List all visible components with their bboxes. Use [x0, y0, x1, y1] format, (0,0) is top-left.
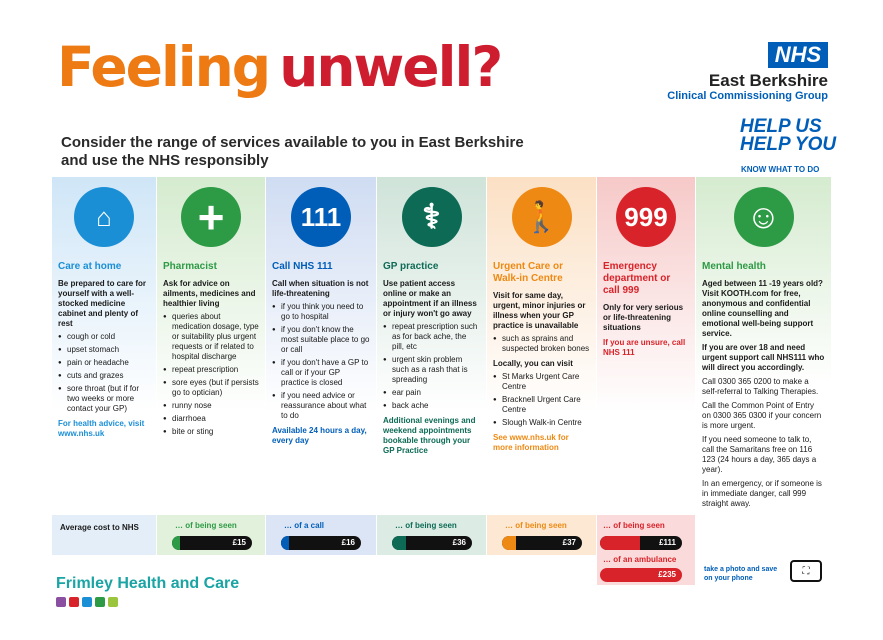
- average-cost-label: Average cost to NHS: [60, 523, 139, 532]
- item-list: [163, 312, 259, 437]
- column-note: Additional evenings and weekend appointments bookable through your GP Practice: [383, 416, 476, 455]
- head-icon: ☺: [734, 187, 794, 247]
- partner-icons: [56, 597, 118, 607]
- list-item: ● queries about medication dosage, type or suitability plus urgent requests or if related to hospital discharge: [163, 312, 259, 362]
- walking-person-icon: 🚶: [512, 187, 572, 247]
- cost-strip-urgent-care: [487, 515, 596, 555]
- list-item: ● ear pain: [383, 388, 480, 398]
- stethoscope-icon: ⚕: [402, 187, 462, 247]
- list-item: ● if you don't have a GP to call or if your GP practice is closed: [272, 358, 370, 388]
- list-item: ● Slough Walk-in Centre: [493, 418, 590, 428]
- list-item: ● repeat prescription such as for back ache, the pill, etc: [383, 322, 480, 352]
- know-what-to-do: KNOW WHAT TO DO: [741, 165, 820, 174]
- partner-icon: [108, 597, 118, 607]
- partner-icon: [69, 597, 79, 607]
- column-title: Call NHS 111: [272, 261, 333, 272]
- cost-caption: … of a call: [284, 521, 325, 530]
- list-item: ● Bracknell Urgent Care Centre: [493, 395, 590, 415]
- column-note: For health advice, visit www.nhs.uk: [58, 419, 145, 438]
- org-subtitle: Clinical Commissioning Group: [667, 90, 828, 102]
- help-us-logo: [740, 118, 836, 154]
- column-note: Locally, you can visit: [493, 359, 573, 368]
- column-intro: Call when situation is not life-threatening: [272, 279, 369, 298]
- phone-camera-icon: ⛶: [790, 560, 822, 582]
- column-intro: Only for very serious or life-threatening situations: [603, 303, 684, 332]
- column-intro: Be prepared to care for yourself with a well-stocked medicine cabinet and plenty of rest: [58, 279, 147, 328]
- column-intro: Visit for same day, urgent, minor injuries or illness when your GP practice is unavailable: [493, 291, 586, 330]
- help-us-text: HELP US: [740, 116, 822, 137]
- column-title: Care at home: [58, 261, 122, 272]
- column-title: Mental health: [702, 261, 766, 272]
- phone-111-icon: 111: [291, 187, 351, 247]
- mental-health-paragraph: If you are over 18 and need urgent support call NHS111 who will direct you accordingly.: [702, 343, 825, 372]
- partner-icon: [82, 597, 92, 607]
- cost-value: £36: [452, 538, 466, 547]
- column-note: Available 24 hours a day, every day: [272, 426, 367, 445]
- list-item: ● sore throat (but if for two weeks or more contact your GP): [58, 384, 150, 414]
- column-gp-practice: [377, 177, 486, 513]
- cost-strip-pharmacist: [157, 515, 265, 555]
- list-item: ● diarrhoea: [163, 414, 259, 424]
- list-item: ● runny nose: [163, 401, 259, 411]
- ambulance-cost-bar: [600, 568, 682, 582]
- cost-strip-emergency: [597, 515, 695, 585]
- cost-strip-gp: [377, 515, 486, 555]
- mental-health-paragraph: In an emergency, or if someone is in immediate danger, call 999 straight away.: [702, 479, 822, 508]
- list-item: ● cuts and grazes: [58, 371, 150, 381]
- cost-caption: … of being seen: [175, 521, 237, 530]
- list-item: ● sore eyes (but if persists go to optician): [163, 378, 259, 398]
- cost-strip-nhs-111: [266, 515, 376, 555]
- partner-icon: [95, 597, 105, 607]
- column-note: If you are unsure, call NHS 111: [603, 338, 686, 357]
- list-item: ● pain or headache: [58, 358, 150, 368]
- cost-bar: [281, 536, 361, 550]
- mental-health-paragraph: Call 0300 365 0200 to make a self-referral to Talking Therapies.: [702, 377, 819, 396]
- column-urgent-care: [487, 177, 596, 513]
- column-mental-health: [696, 177, 831, 555]
- cost-bar: [172, 536, 252, 550]
- emergency-999-icon: 999: [616, 187, 676, 247]
- list-item: ● urgent skin problem such as a rash that is spreading: [383, 355, 480, 385]
- cost-bar: [392, 536, 472, 550]
- item-list: [58, 332, 150, 414]
- column-title: Urgent Care or Walk-in Centre: [493, 261, 564, 284]
- cost-bar: [600, 536, 682, 550]
- column-title: Pharmacist: [163, 261, 217, 272]
- item-list: [493, 334, 590, 354]
- column-title: Emergency department or call 999: [603, 261, 671, 296]
- cost-value: £15: [232, 538, 246, 547]
- headline-word-feeling: Feeling: [57, 35, 270, 99]
- mental-health-paragraph: Call the Common Point of Entry on 0300 365 0300 if your concern is more urgent.: [702, 401, 822, 430]
- list-item: ● back ache: [383, 401, 480, 411]
- cost-caption: … of being seen: [395, 521, 457, 530]
- cost-value: £16: [341, 538, 355, 547]
- list-item: ● if you don't know the most suitable place to go or call: [272, 325, 370, 355]
- list-item: ● if you need advice or reassurance about what to do: [272, 391, 370, 421]
- centre-list: [493, 372, 590, 428]
- column-title: GP practice: [383, 261, 439, 272]
- list-item: ● if you think you need to go to hospital: [272, 302, 370, 322]
- cost-caption: … of being seen: [505, 521, 567, 530]
- column-intro: Ask for advice on ailments, medicines and healthier living: [163, 279, 256, 308]
- take-photo-text: take a photo and save on your phone: [704, 566, 778, 582]
- list-item: ● such as sprains and suspected broken bones: [493, 334, 590, 354]
- house-icon: ⌂: [74, 187, 134, 247]
- org-name: East Berkshire: [708, 71, 828, 90]
- column-intro: Use patient access online or make an appointment if an illness or injury won't go away: [383, 279, 477, 318]
- help-you-text: HELP YOU: [740, 134, 837, 155]
- cost-value: £111: [659, 538, 676, 547]
- plus-icon: +: [181, 187, 241, 247]
- list-item: ● cough or cold: [58, 332, 150, 342]
- frimley-logo: Frimley Health and Care: [56, 575, 240, 592]
- list-item: ● repeat prescription: [163, 365, 259, 375]
- partner-icon: [56, 597, 66, 607]
- headline-word-unwell: unwell?: [279, 35, 502, 99]
- item-list: [383, 322, 480, 411]
- cost-strip-label: [52, 515, 156, 555]
- column-note-more-info: See www.nhs.uk for more information: [493, 433, 569, 452]
- cost-value: £37: [562, 538, 576, 547]
- column-emergency: [597, 177, 695, 513]
- item-list: [272, 302, 370, 421]
- column-care-at-home: [52, 177, 156, 513]
- nhs-logo: NHS: [768, 42, 828, 68]
- headline: [57, 35, 502, 99]
- column-intro: Aged between 11 -19 years old? Visit KOOTH.com for free, anonymous and confidential online counselling and emotional well-being support service.: [702, 279, 823, 338]
- cost-caption: … of being seen: [603, 521, 665, 530]
- cost-bar: [502, 536, 582, 550]
- mental-health-paragraph: If you need someone to talk to, call the Samaritans free on 116 123 (24 hours a day, 365 days a year).: [702, 435, 817, 474]
- column-pharmacist: [157, 177, 265, 513]
- list-item: ● upset stomach: [58, 345, 150, 355]
- ambulance-cost-value: £235: [658, 570, 676, 579]
- ambulance-caption: … of an ambulance: [603, 555, 677, 564]
- list-item: ● St Marks Urgent Care Centre: [493, 372, 590, 392]
- list-item: ● bite or sting: [163, 427, 259, 437]
- column-nhs-111: [266, 177, 376, 513]
- subtitle: Consider the range of services available to you in East Berkshire and use the NHS responsibly: [61, 134, 524, 169]
